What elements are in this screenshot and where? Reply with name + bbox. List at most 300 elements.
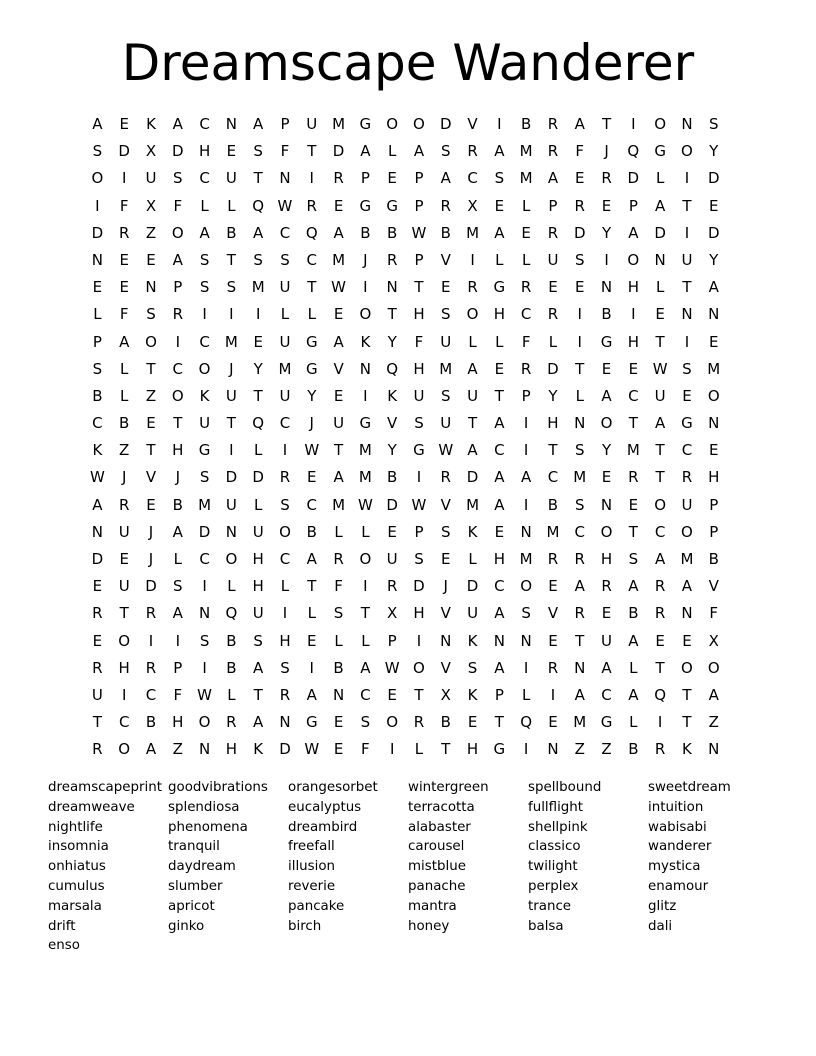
grid-letter: R [92, 658, 103, 677]
grid-letter: I [631, 115, 636, 133]
grid-letter: M [278, 359, 292, 378]
grid-letter: S [92, 142, 103, 161]
grid-letter: A [306, 685, 317, 704]
grid-row [84, 247, 727, 274]
grid-letter: Q [386, 359, 399, 378]
grid-letter: E [387, 522, 397, 541]
grid-letter: O [359, 305, 372, 324]
grid-letter: G [386, 196, 398, 215]
grid-letter: L [521, 250, 531, 269]
grid-letter: A [494, 468, 505, 487]
grid-letter: I [202, 577, 207, 596]
grid-letter: V [333, 359, 344, 378]
grid-letter: E [307, 468, 317, 487]
word-list-item: dreamweave [48, 799, 135, 815]
grid-letter: I [416, 631, 422, 650]
grid-letter: I [229, 305, 234, 324]
grid-letter: M [358, 468, 372, 487]
grid-letter: V [387, 414, 398, 433]
grid-letter: Q [252, 196, 265, 215]
word-list-column [648, 778, 768, 956]
word-list-item: slumber [168, 878, 223, 894]
grid-letter: E [307, 631, 317, 650]
grid-letter: T [494, 386, 504, 405]
grid-letter: B [628, 740, 639, 759]
grid-row [84, 356, 727, 383]
grid-letter: O [707, 658, 720, 677]
grid-letter: H [118, 658, 130, 677]
grid-letter: E [548, 278, 558, 297]
grid-letter: A [172, 604, 183, 623]
grid-letter: V [467, 115, 478, 133]
word-list-item: mistblue [408, 859, 466, 875]
grid-letter: A [574, 115, 585, 133]
grid-letter: A [333, 332, 344, 351]
grid-letter: B [360, 223, 371, 242]
grid-letter: Q [520, 713, 533, 732]
grid-letter: M [519, 142, 533, 161]
grid-letter: H [493, 305, 505, 324]
grid-letter: G [493, 740, 506, 759]
grid-letter: A [628, 577, 639, 596]
grid-letter: A [521, 468, 532, 487]
grid-letter: D [386, 495, 398, 514]
grid-letter: N [198, 740, 211, 759]
grid-letter: L [227, 577, 236, 596]
grid-letter: A [574, 577, 585, 596]
grid-letter: H [627, 332, 639, 351]
grid-letter: R [440, 196, 451, 215]
grid-letter: A [172, 115, 183, 133]
grid-letter: L [495, 250, 504, 269]
grid-letter: D [252, 468, 264, 487]
grid-letter: G [305, 359, 318, 378]
grid-letter: O [198, 359, 211, 378]
grid-letter: O [600, 414, 613, 433]
grid-letter: Y [548, 386, 558, 405]
grid-letter: T [548, 441, 558, 460]
grid-letter: V [708, 577, 719, 596]
word-list-item: mystica [648, 859, 701, 875]
grid-letter: A [628, 685, 639, 704]
grid-letter: T [360, 604, 370, 623]
grid-letter: B [172, 495, 183, 514]
grid-letter: R [440, 468, 451, 487]
grid-letter: Y [709, 142, 719, 161]
grid-letter: L [414, 740, 424, 759]
grid-letter: H [708, 468, 720, 487]
grid-letter: R [628, 468, 639, 487]
grid-letter: C [145, 685, 157, 704]
grid-letter: T [682, 713, 692, 732]
grid-letter: R [92, 604, 103, 623]
word-list-column [168, 778, 288, 956]
grid-letter: I [684, 332, 690, 351]
grid-letter: W [277, 196, 293, 215]
grid-letter: P [173, 278, 183, 297]
grid-letter: U [306, 115, 318, 133]
grid-letter: E [92, 631, 103, 650]
grid-letter: T [92, 713, 102, 732]
grid-letter: I [148, 631, 154, 650]
grid-letter: T [119, 604, 129, 623]
grid-letter: B [387, 223, 398, 242]
grid-letter: W [384, 658, 400, 677]
grid-letter: M [198, 495, 212, 514]
grid-letter: D [332, 142, 345, 161]
grid-letter: O [118, 631, 131, 650]
grid-letter: O [198, 713, 211, 732]
grid-letter: N [654, 250, 666, 269]
grid-letter: J [604, 142, 609, 161]
grid-letter: P [173, 658, 183, 677]
grid-letter: I [497, 115, 502, 133]
grid-letter: G [600, 332, 613, 351]
grid-letter: C [601, 685, 612, 704]
grid-letter: C [279, 414, 291, 433]
grid-letter: W [197, 685, 212, 704]
grid-letter: M [224, 332, 238, 351]
grid-letter: U [252, 604, 264, 623]
grid-letter: F [361, 740, 370, 759]
grid-letter: O [627, 250, 640, 269]
grid-letter: E [548, 577, 558, 596]
grid-row [84, 410, 727, 437]
grid-letter: R [467, 278, 478, 297]
grid-letter: O [466, 305, 479, 324]
grid-letter: H [279, 631, 291, 650]
word-list-item: dreamscapeprint [48, 780, 162, 795]
grid-letter: L [548, 332, 558, 351]
grid-letter: D [145, 577, 157, 596]
grid-letter: R [118, 495, 130, 514]
grid-letter: E [548, 713, 558, 732]
grid-letter: S [199, 468, 210, 487]
grid-letter: E [253, 332, 263, 351]
grid-letter: S [253, 631, 263, 650]
grid-letter: H [172, 441, 184, 460]
grid-letter: G [493, 278, 506, 297]
grid-letter: B [440, 713, 451, 732]
grid-letter: K [92, 441, 103, 460]
grid-letter: N [600, 278, 613, 297]
grid-letter: M [573, 713, 587, 732]
grid-letter: F [280, 142, 290, 161]
grid-letter: F [119, 305, 129, 324]
grid-letter: R [386, 577, 398, 596]
grid-letter: J [309, 414, 314, 433]
grid-letter: O [386, 713, 399, 732]
grid-letter: W [411, 495, 427, 514]
grid-letter: T [575, 359, 585, 378]
grid-letter: A [494, 223, 505, 242]
grid-letter: R [574, 604, 585, 623]
grid-letter: F [575, 142, 585, 161]
grid-letter: K [199, 386, 210, 405]
grid-letter: A [333, 468, 344, 487]
grid-letter: I [577, 332, 582, 351]
word-list-item: intuition [648, 799, 704, 815]
grid-letter: A [119, 332, 130, 351]
grid-letter: D [627, 169, 640, 188]
grid-letter: E [575, 169, 585, 188]
grid-letter: N [386, 278, 398, 297]
grid-letter: U [118, 577, 130, 596]
grid-letter: I [550, 685, 556, 704]
grid-letter: R [333, 169, 344, 188]
grid-letter: P [414, 250, 424, 269]
grid-letter: P [494, 685, 504, 704]
grid-letter: P [709, 495, 719, 514]
grid-letter: D [198, 522, 211, 541]
grid-letter: L [120, 386, 129, 405]
word-list-item: dali [648, 918, 673, 934]
grid-letter: B [92, 386, 103, 405]
grid-letter: K [253, 740, 264, 759]
word-list-item: marsala [48, 898, 102, 914]
word-list-item: nightlife [48, 819, 103, 835]
grid-letter: I [175, 631, 180, 650]
word-list-item: onhiatus [48, 859, 106, 875]
grid-letter: I [577, 305, 582, 324]
grid-letter: K [360, 332, 371, 351]
grid-letter: Q [305, 223, 318, 242]
grid-letter: E [441, 550, 451, 568]
word-list-item: wintergreen [408, 780, 489, 795]
grid-letter: R [654, 577, 666, 596]
grid-letter: S [173, 169, 183, 188]
grid-letter: B [145, 713, 157, 732]
grid-letter: C [199, 115, 210, 133]
grid-letter: E [119, 115, 129, 133]
grid-letter: S [440, 305, 451, 324]
grid-letter: O [118, 740, 131, 759]
grid-letter: P [709, 522, 719, 541]
grid-letter: A [92, 495, 103, 514]
grid-letter: V [145, 468, 157, 487]
grid-letter: I [363, 386, 368, 405]
grid-letter: L [254, 441, 263, 460]
grid-letter: D [573, 223, 586, 242]
grid-letter: A [253, 713, 264, 732]
grid-letter: M [707, 359, 721, 378]
grid-letter: I [389, 740, 395, 759]
grid-letter: R [306, 196, 317, 215]
grid-letter: U [440, 332, 452, 351]
grid-letter: N [440, 631, 452, 650]
grid-letter: A [467, 441, 478, 460]
grid-letter: L [307, 305, 316, 324]
grid-letter: K [467, 685, 478, 704]
word-list-item: birch [288, 918, 322, 934]
grid-letter: O [171, 223, 184, 242]
grid-letter: R [574, 196, 585, 215]
grid-letter: S [708, 115, 719, 133]
word-list-item: glitz [648, 898, 677, 914]
grid-letter: Q [654, 685, 667, 704]
grid-letter: E [575, 278, 585, 297]
grid-letter: R [520, 278, 532, 297]
grid-letter: T [414, 278, 424, 297]
grid-row [84, 573, 727, 600]
grid-letter: T [628, 414, 638, 433]
grid-letter: I [282, 441, 288, 460]
grid-letter: E [708, 441, 719, 460]
grid-letter: U [225, 169, 237, 188]
word-list-item: goodvibrations [168, 780, 268, 795]
grid-letter: T [307, 278, 317, 297]
grid-letter: P [92, 332, 102, 351]
grid-letter: C [199, 332, 210, 351]
grid-row [84, 193, 727, 220]
grid-letter: L [254, 495, 263, 514]
word-list-item: pancake [288, 898, 345, 914]
grid-letter: B [601, 305, 612, 324]
grid-letter: U [279, 278, 291, 297]
grid-letter: E [146, 414, 156, 433]
grid-letter: C [306, 250, 318, 269]
grid-letter: D [707, 169, 720, 188]
grid-letter: M [519, 169, 533, 188]
grid-letter: Y [601, 223, 612, 242]
grid-letter: N [225, 522, 237, 541]
grid-letter: N [279, 713, 291, 732]
grid-letter: L [334, 631, 343, 650]
grid-letter: I [175, 332, 180, 351]
grid-letter: E [521, 223, 531, 242]
grid-row [84, 682, 727, 709]
grid-letter: K [682, 740, 692, 759]
grid-letter: M [251, 278, 265, 297]
grid-letter: N [708, 740, 720, 759]
grid-letter: R [145, 658, 157, 677]
grid-letter: R [681, 468, 693, 487]
word-list-item: carousel [408, 839, 465, 855]
grid-letter: E [628, 359, 639, 378]
grid-letter: R [574, 550, 585, 568]
grid-letter: Y [387, 441, 397, 460]
grid-letter: G [681, 414, 693, 433]
grid-letter: V [440, 495, 451, 514]
word-list-item: classico [528, 839, 581, 855]
grid-letter: X [708, 631, 719, 650]
grid-letter: S [146, 305, 156, 324]
grid-letter: Z [145, 386, 157, 405]
grid-letter: A [440, 169, 451, 188]
grid-letter: U [440, 414, 452, 433]
grid-letter: G [305, 332, 318, 351]
grid-letter: V [440, 250, 451, 269]
grid-letter: E [119, 550, 129, 568]
grid-letter: E [655, 631, 665, 650]
grid-letter: A [494, 495, 505, 514]
grid-letter: O [413, 658, 425, 677]
grid-letter: C [92, 414, 103, 433]
grid-row [84, 600, 727, 627]
grid-letter: R [654, 740, 666, 759]
grid-letter: I [282, 604, 288, 623]
grid-letter: K [387, 386, 398, 405]
grid-letter: R [467, 142, 478, 161]
grid-letter: X [145, 142, 157, 161]
grid-letter: U [601, 631, 613, 650]
grid-letter: E [146, 495, 156, 514]
grid-letter: S [280, 658, 290, 677]
grid-letter: L [280, 577, 290, 596]
grid-letter: I [523, 441, 529, 460]
grid-letter: W [411, 223, 427, 242]
grid-letter: M [332, 115, 346, 133]
word-list-item: cumulus [48, 878, 105, 894]
grid-letter: Z [145, 223, 157, 242]
grid-letter: C [494, 577, 505, 596]
grid-letter: S [253, 250, 263, 269]
grid-letter: H [413, 305, 425, 324]
page-title: Dreamscape Wanderer [121, 34, 695, 92]
word-list-item: splendiosa [168, 799, 240, 815]
grid-letter: C [654, 522, 666, 541]
grid-letter: G [198, 441, 211, 460]
grid-letter: A [681, 577, 693, 596]
grid-letter: A [601, 386, 612, 405]
grid-letter: C [360, 685, 371, 704]
grid-letter: T [146, 359, 156, 378]
grid-letter: P [414, 522, 424, 541]
grid-letter: N [493, 631, 505, 650]
grid-letter: E [494, 359, 505, 378]
grid-letter: V [547, 604, 559, 623]
word-list-item: shellpink [528, 819, 588, 835]
grid-letter: A [360, 658, 371, 677]
grid-letter: J [363, 250, 368, 269]
grid-letter: I [309, 169, 314, 188]
grid-letter: G [600, 713, 613, 732]
grid-letter: S [253, 142, 263, 161]
grid-letter: E [682, 386, 692, 405]
grid-letter: C [574, 522, 585, 541]
grid-letter: L [334, 522, 343, 541]
word-list-item: fullflight [528, 799, 584, 815]
grid-letter: E [682, 631, 692, 650]
word-list-item: mantra [408, 898, 457, 914]
grid-letter: K [146, 115, 156, 133]
grid-letter: A [574, 685, 585, 704]
grid-letter: V [440, 604, 451, 623]
grid-row [84, 628, 727, 655]
grid-letter: S [333, 604, 344, 623]
grid-letter: B [306, 522, 317, 541]
grid-letter: H [172, 713, 184, 732]
grid-letter: U [118, 522, 130, 541]
grid-letter: X [467, 196, 478, 215]
grid-letter: R [547, 142, 559, 161]
grid-letter: Q [225, 604, 238, 623]
grid-letter: L [655, 169, 665, 188]
grid-letter: W [652, 359, 668, 378]
grid-letter: C [628, 386, 639, 405]
grid-letter: A [494, 142, 505, 161]
grid-letter: E [119, 278, 129, 297]
grid-row [84, 546, 727, 573]
grid-letter: S [682, 359, 692, 378]
word-list-item: tranquil [168, 839, 220, 855]
grid-letter: B [226, 223, 237, 242]
grid-letter: B [521, 115, 532, 133]
grid-letter: N [574, 658, 586, 677]
grid-letter: L [655, 278, 665, 297]
grid-letter: I [416, 468, 422, 487]
grid-letter: W [304, 441, 320, 460]
